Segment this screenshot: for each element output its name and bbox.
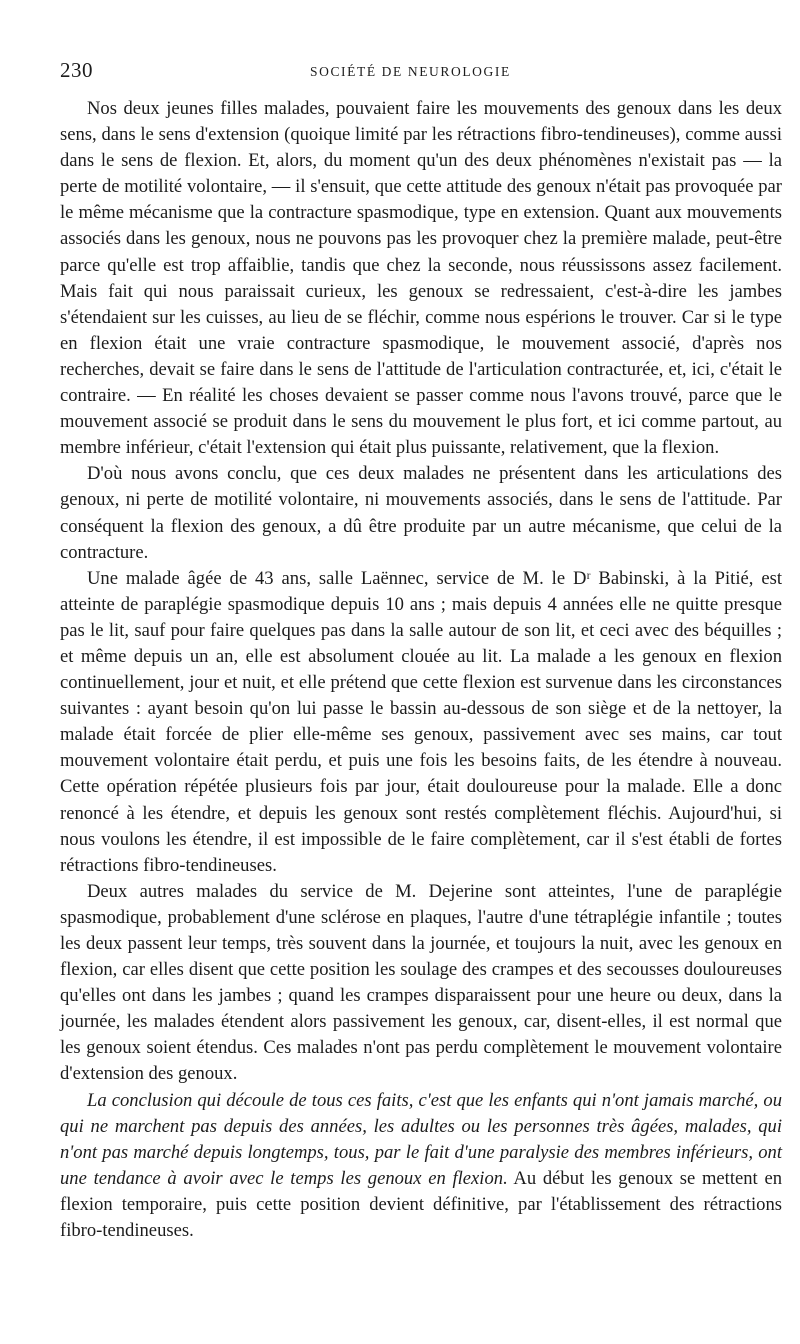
conclusion-roman-text: Au début les genoux se mettent en flexion temporaire, puis cette position devient définitive, par l'établissement des rétractions fibro-tendineuses. bbox=[60, 1167, 782, 1242]
paragraph-final-conclusion bbox=[60, 1088, 782, 1245]
paragraph-conclusion-mechanism: D'où nous avons conclu, que ces deux malades ne présentent dans les articulations des genoux, ni perte de motilité volontaire, ni mouvements associés, dans le sens de l'attitude. Par conséquent la flexion des genoux, a dû être produite par un autre mécanisme, que celui de la contracture. bbox=[60, 463, 782, 563]
body-text bbox=[60, 96, 782, 1244]
paragraph-case-dejerine: Deux autres malades du service de M. Dejerine sont atteintes, l'une de paraplégie spasmodique, probablement d'une sclérose en plaques, l'autre d'une tétraplégie infantile ; toutes les deux passent leur temps, très souvent dans la journée, et toujours la nuit, avec les genoux en flexion, car elles disent que cette position les soulage des crampes et des secousses douloureuses qu'elles ont dans les jambes ; quand les crampes disparaissent pour une heure ou deux, dans la journée, les malades étendent alors passivement les genoux, car, disent-elles, il est normal que les genoux soient étendus. Ces malades n'ont pas perdu complètement le mouvement volontaire d'extension des genoux. bbox=[60, 880, 782, 1085]
conclusion-italic-text: La conclusion qui découle de tous ces faits, c'est que les enfants qui n'ont jamais marché, ou qui ne marchent pas depuis des années, les adultes ou les personnes très âgées, malades, qui n'ont pas marché depuis longtemps, tous, par le fait d'une paralysie des membres inférieurs, ont une tendance à avoir avec le temps les genoux en flexion. bbox=[60, 1089, 782, 1189]
page-header bbox=[60, 58, 780, 88]
page-number: 230 bbox=[60, 58, 93, 82]
paragraph-knee-movements: Nos deux jeunes filles malades, pouvaient faire les mouvements des genoux dans les deux sens, dans le sens d'extension (quoique limité par les rétractions fibro-tendineuses), comme aussi dans le sens de flexion. Et, alors, du moment qu'un des deux phénomènes n'existait pas — la perte de motilité volontaire, — il s'ensuit, que cette attitude des genoux n'était pas provoquée par le même mécanisme que la contracture spasmodique, type en extension. Quant aux mouvements associés dans les genoux, nous ne pouvons pas les provoquer chez la première malade, peut-être parce qu'elle est trop affaiblie, tandis que chez la seconde, nous réussissons assez facilement. Mais fait qui nous paraissait curieux, les genoux se redressaient, c'est-à-dire les jambes s'étendaient sur les cuisses, au lieu de se fléchir, comme nous espérions le trouver. Car si le type en flexion était une vraie contracture spasmodique, le mouvement associé, d'après nos recherches, devait se faire dans le sens de l'attitude de l'articulation contracturée, et, ici, c'était le contraire. — En réalité les choses devaient se passer comme nous l'avons trouvé, parce que le mouvement associé se produit dans le sens du mouvement le plus fort, et ici comme partout, au membre inférieur, c'était l'extension qui était plus puissante, relativement, que la flexion. bbox=[60, 98, 782, 459]
paragraph-case-babinski: Une malade âgée de 43 ans, salle Laënnec, service de M. le Dʳ Babinski, à la Pitié, est atteinte de paraplégie spasmodique depuis 10 ans ; mais depuis 4 années elle ne quitte presque pas le lit, sauf pour faire quelques pas dans la salle autour de son lit, et ceci avec des béquilles ; et même depuis un an, elle est absolument clouée au lit. La malade a les genoux en flexion continuellement, jour et nuit, et elle prétend que cette flexion est survenue dans les circonstances suivantes : ayant besoin qu'on lui passe le bassin au-dessous de son siège et de la nettoyer, la malade était forcée de plier elle-même ses genoux, passivement avec ses mains, car tout mouvement volontaire était perdu, et puis une fois les besoins faits, de les étendre à nouveau. Cette opération répétée plusieurs fois par jour, était douloureuse pour la malade. Elle a donc renoncé à les étendre, et depuis les genoux sont restés complètement fléchis. Aujourd'hui, si nous voulons les étendre, il est impossible de le faire complètement, car il s'est établi de fortes rétractions fibro-tendineuses. bbox=[60, 567, 782, 876]
running-title: SOCIÉTÉ DE NEUROLOGIE bbox=[310, 64, 511, 79]
